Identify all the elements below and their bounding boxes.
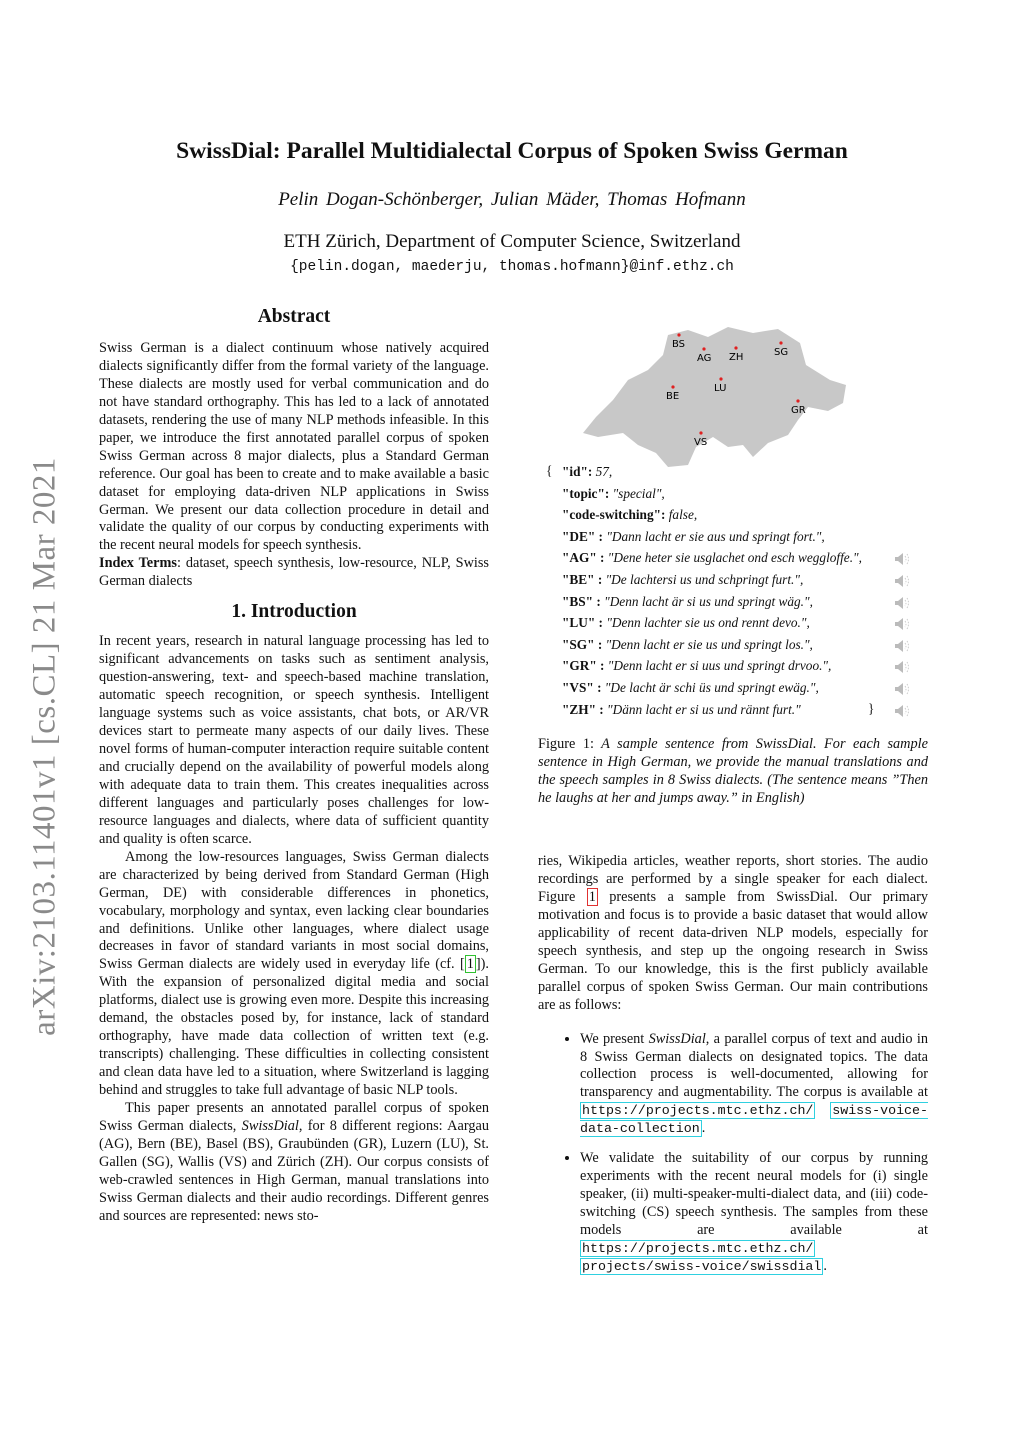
json-key: "BE" :: [562, 572, 603, 587]
json-key: "VS" :: [562, 680, 602, 695]
json-key: "LU" :: [562, 615, 603, 631]
json-value: "De lachtersi us und schpringt furt.",: [602, 572, 804, 587]
open-brace: {: [546, 463, 553, 478]
json-key: "DE" :: [562, 528, 603, 544]
speaker-icon[interactable]: [894, 638, 912, 654]
map-label: SG: [774, 347, 789, 358]
json-value: "De lacht är schi üs und springt ewäg.",: [601, 680, 819, 695]
json-line: [562, 702, 801, 718]
switzerland-map: [538, 325, 938, 485]
json-key: "SG" :: [562, 636, 603, 652]
json-line: [562, 615, 810, 631]
speaker-icon[interactable]: [894, 616, 912, 632]
text: , for 8 different regions: Aargau (AG), Bern (BE), Basel (BS), Graubünden (GR), Luzern (LU), St. Gallen (SG), Wallis (VS) and Zürich (ZH). Our corpus consists of web-crawled sentences in High German, manual translations into Swiss German dialects and their audio recordings. Different genres and sources are represented: news sto-: [99, 1117, 489, 1224]
close-brace: }: [868, 701, 875, 716]
map-dot: [779, 341, 782, 344]
text: .: [701, 1120, 706, 1137]
contribution-item: [580, 1031, 928, 1139]
json-line: [562, 486, 665, 502]
text: Among the low-resources languages, Swiss German dialects are characterized by being derived from Standard German (High German, DE) with considerable differences in phonetics, vocabulary, morphology and syntax, even lacking clear boundaries and definitions. Unlike other languages, where dialect usage decreases in favor of standard variants in most social domains, Swiss German dialects are widely used in everyday life (cf. [: [99, 848, 489, 973]
intro-paragraph-4: [538, 853, 928, 1015]
json-value: "Denn lachter sie us ond rennt devo.",: [603, 615, 810, 631]
text: ]). With the expansion of personalized digital media and social platforms, dialect use is growing even more. Despite this increasing demand, the obstacles posed by, for instance, lack of standard orthography, have made data collection of written text (e.g. transcripts) challenging. These difficulties in collecting consistent and clean data have led to a situation, where Switzerland is lagging behind and struggles to take full advantage of basic NLP tools.: [99, 956, 489, 1099]
text: .: [823, 1258, 827, 1275]
citation-link[interactable]: 1: [466, 956, 474, 973]
intro-paragraph-1: In recent years, research in natural language processing has led to significant advancements on tasks such as sentiment analysis, question-answering, text- and speech-based machine translation, automatic speech recognition, or speech synthesis. Intelligent language systems such as voice assistants, chat bots, or AR/VR devices start to permeate many aspects of our daily lives. These novel forms of human-computer interaction require suitable content and crucially depend on the availability of powerful models along with adequate data to train them. This creates inequalities across different languages and particularly poses challenges for low-resource languages and dialects, where data of sufficient quantity and quality is often scarce.: [99, 633, 489, 847]
section-heading-introduction: 1. Introduction: [231, 601, 357, 623]
json-key: "GR" :: [562, 658, 605, 674]
text: SwissDial: [241, 1117, 299, 1134]
speaker-icon[interactable]: [894, 659, 912, 675]
speaker-icon[interactable]: [894, 595, 912, 611]
map-dot: [719, 377, 722, 380]
json-value: "Dene heter sie usglachet ond esch weggloffe.",: [604, 550, 862, 566]
json-line: [562, 572, 803, 588]
authors: Pelin Dogan-Schönberger, Julian Mäder, Thomas Hofmann: [278, 189, 746, 210]
speaker-icon[interactable]: [894, 703, 912, 719]
abstract-text: Swiss German is a dialect continuum whose natively acquired dialects significantly differ from the formal variety of the language. These dialects are mostly used for verbal communication and do not have standard orthography. This has led to a lack of annotated datasets, rendering the use of many NLP methods infeasible. In this paper, we introduce the first annotated parallel corpus of spoken Swiss German across 8 major dialects, plus a Standard German reference. Our goal has been to create and to make available a basic dataset for employing data-driven NLP applications in Swiss German. We present our data collection procedure in detail and validate the quality of our corpus by conducting experiments with the recent neural models for speech synthesis.: [99, 339, 489, 554]
json-value: "special",: [609, 485, 665, 501]
right-column: [538, 853, 928, 1288]
map-dot: [734, 346, 737, 349]
affiliation: ETH Zürich, Department of Computer Science, Switzerland: [283, 231, 741, 252]
json-key: "AG" :: [562, 550, 605, 566]
map-dot: [702, 347, 705, 350]
json-line: [562, 507, 697, 523]
json-key: "id":: [562, 464, 593, 479]
paper-title: SwissDial: Parallel Multidialectal Corpus of Spoken Swiss German: [176, 138, 848, 164]
intro-paragraph-2: [99, 849, 489, 1100]
json-value: "Dänn lacht er si us und rännt furt.": [603, 701, 801, 717]
json-key: "code-switching":: [562, 507, 666, 523]
json-value: false,: [665, 507, 698, 523]
json-line: [562, 550, 862, 566]
text: This paper presents an annotated parallel corpus of spoken Swiss German dialects,: [99, 1100, 489, 1134]
index-terms-text: : dataset, speech synthesis, low-resource, NLP, Swiss German dialects: [99, 555, 489, 590]
map-label: AG: [697, 353, 712, 364]
corpus-link[interactable]: https://projects.mtc.ethz.ch/: [582, 1103, 814, 1119]
map-label: BE: [666, 391, 680, 402]
caption-label: Figure 1:: [538, 736, 594, 752]
json-line: [562, 637, 813, 653]
abstract-heading: Abstract: [257, 306, 331, 327]
map-label: LU: [714, 383, 727, 394]
json-key: "ZH" :: [562, 701, 604, 717]
contribution-item: [580, 1150, 928, 1276]
text: We validate the suitability of our corpus by running experiments with the recent neural models for (i) single speaker, (ii) multi-speaker-multi-dialect data, and (iii) code-switching (CS) speech synthesis. The samples from these models are available at: [580, 1150, 928, 1239]
figure-caption: [538, 736, 928, 808]
samples-link-cont[interactable]: projects/swiss-voice/swissdial: [582, 1259, 822, 1275]
map-label: ZH: [729, 352, 744, 363]
index-terms-label: Index Terms: [99, 555, 177, 572]
json-value: "Dann lacht er sie aus und springt fort.",: [603, 528, 825, 544]
map-label: BS: [672, 339, 686, 350]
json-line: [562, 680, 819, 696]
json-key: "topic":: [562, 485, 610, 501]
speaker-icon[interactable]: [894, 573, 912, 589]
speaker-icon[interactable]: [894, 681, 912, 697]
json-line: [562, 594, 813, 610]
json-value: "Denn lacht er sie us und springt los.",: [602, 636, 813, 652]
json-value: "Denn lacht er si uus und springt drvoo.",: [604, 658, 832, 674]
index-terms: [99, 555, 489, 591]
emails: {pelin.dogan, maederju, thomas.hofmann}@inf.ethz.ch: [290, 259, 734, 275]
json-line: [562, 464, 612, 480]
intro-paragraph-3: [99, 1100, 489, 1226]
text: presents a sample from SwissDial. Our primary motivation and focus is to provide a basic dataset that would allow applicability of recent data-driven NLP models, especially for speech synthesis, and step up the ongoing research in Swiss German. To our knowledge, this is the first publicly available parallel corpus of spoken Swiss German. Our main contributions are as follows:: [538, 888, 928, 1013]
map-label: GR: [791, 405, 806, 416]
map-dot: [699, 431, 702, 434]
json-value: "Denn lacht är si us und springt wäg.",: [600, 593, 813, 609]
arxiv-stamp: arXiv:2103.11401v1 [cs.CL] 21 Mar 2021: [26, 457, 63, 1036]
map-dot: [671, 385, 674, 388]
map-shape: [583, 327, 846, 467]
text: SwissDial: [648, 1030, 706, 1047]
samples-link[interactable]: https://projects.mtc.ethz.ch/: [582, 1241, 814, 1257]
map-label: VS: [694, 437, 708, 448]
corpus-link-cont[interactable]: swiss-voice-data-collection: [580, 1103, 928, 1137]
map-dot: [796, 399, 799, 402]
json-value: 57,: [592, 464, 613, 479]
speaker-icon[interactable]: [894, 551, 912, 567]
left-column: [99, 308, 489, 1226]
figure-link[interactable]: 1: [588, 888, 596, 905]
text: , a parallel corpus of text and audio in 8 Swiss German dialects on designated topics. The data collection process is well-documented, allowing for transparency and augmentability. The corpus is available at: [580, 1030, 928, 1101]
map-dot: [677, 333, 680, 336]
caption-text: A sample sentence from SwissDial. For each sample sentence in High German, we provide the manual translations and the speech samples in 8 Swiss dialects. (The sentence means ”Then he laughs at her and jumps away.” in English): [538, 736, 928, 806]
json-key: "BS" :: [562, 593, 601, 609]
json-line: [562, 658, 831, 674]
json-line: [562, 529, 825, 545]
text: We present: [580, 1030, 649, 1047]
contributions-list: [538, 1031, 928, 1276]
text: ries, Wikipedia articles, weather reports, short stories. The audio recordings are performed by a single speaker for each dialect. Figure: [538, 853, 928, 905]
